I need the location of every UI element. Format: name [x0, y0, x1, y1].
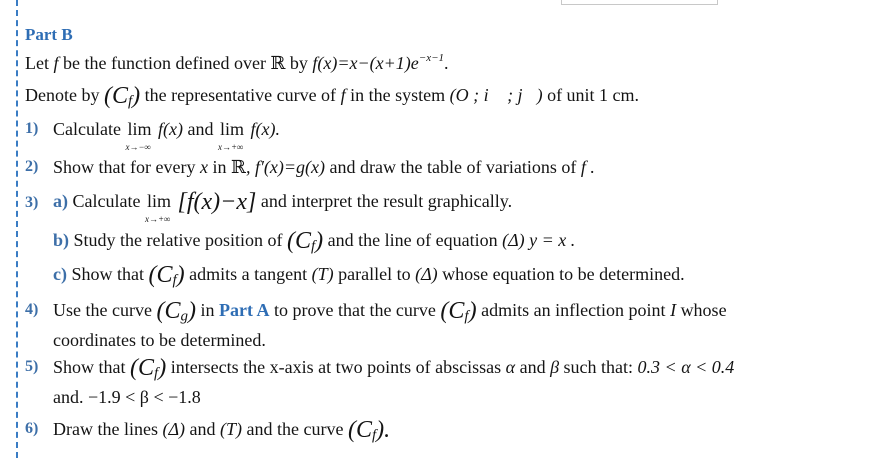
- math-curve-cg: [156, 298, 196, 325]
- limit-2: [217, 118, 244, 152]
- text: and: [189, 419, 216, 439]
- math-f: f .: [580, 157, 595, 177]
- curve-open: (C: [440, 298, 465, 324]
- math-formula: , f′(x)=g(x): [245, 157, 325, 177]
- math-x: x: [199, 157, 208, 177]
- curve-open: (C: [148, 262, 173, 288]
- top-table-fragment: [561, 0, 718, 5]
- text: Show that: [53, 357, 126, 377]
- question-1: [53, 118, 280, 152]
- curve-close: ): [315, 228, 324, 254]
- text: whose equation to be determined.: [442, 264, 685, 284]
- text: intersects the x-axis at two points of abscissas: [170, 357, 502, 377]
- question-5: [53, 356, 734, 385]
- limit-1: [125, 118, 152, 152]
- text: of unit 1 cm.: [547, 85, 640, 105]
- text: to prove that the curve: [273, 300, 436, 320]
- math-delta: (Δ): [415, 264, 438, 284]
- text: .: [444, 53, 449, 73]
- curve-open: (C: [286, 228, 311, 254]
- math-reals: ℝ: [270, 53, 286, 73]
- sub-label-b: b): [53, 230, 70, 250]
- math-curve-cf: [347, 417, 391, 444]
- math-reals: ℝ: [230, 157, 246, 177]
- math-system: (O ; i⃗ ; j⃗): [449, 85, 543, 105]
- text: by: [289, 53, 308, 73]
- text: Draw the lines: [53, 419, 158, 439]
- question-6: [53, 418, 390, 447]
- text: and the curve: [246, 419, 344, 439]
- question-3c: [53, 263, 685, 292]
- math-curve-cf: [440, 298, 477, 325]
- text: and draw the table of variations of: [329, 157, 577, 177]
- math-curve-cf: [130, 355, 167, 382]
- text: Denote by: [25, 85, 100, 105]
- text: Let: [25, 53, 49, 73]
- page-title: Part B: [25, 25, 73, 44]
- text: be the function defined over: [63, 53, 266, 73]
- question-number-2: 2): [25, 158, 39, 175]
- curve-sub: f: [464, 308, 469, 325]
- sub-label-a: a): [53, 191, 68, 211]
- text: in: [200, 300, 215, 320]
- curve-sub: f: [371, 427, 377, 444]
- math-expr: f(x): [157, 119, 183, 139]
- lim-word: lim: [146, 191, 171, 211]
- text: admits an inflection point: [481, 300, 666, 320]
- math-expr: f(x).: [250, 119, 280, 139]
- text: parallel to: [338, 264, 411, 284]
- math-curve-cf: [103, 83, 141, 110]
- text: admits a tangent: [189, 264, 308, 284]
- math-I: I: [670, 300, 677, 320]
- lim-under: x→+∞: [144, 214, 171, 224]
- curve-open: (C: [103, 83, 128, 109]
- text: and the line of equation: [327, 230, 498, 250]
- math-curve-cf: [148, 262, 185, 289]
- question-4-line-2: coordinates to be determined.: [53, 330, 266, 350]
- text: in: [212, 157, 227, 177]
- text: whose: [680, 300, 727, 320]
- math-f: f: [340, 85, 346, 105]
- text: and interpret the result graphically.: [260, 191, 513, 211]
- text: Show that for every: [53, 157, 196, 177]
- lim-under: x→−∞: [125, 142, 151, 152]
- curve-close: ): [468, 298, 477, 324]
- math-delta: (Δ): [162, 419, 186, 439]
- curve-close: ): [132, 83, 141, 109]
- text: Calculate: [72, 191, 141, 211]
- question-3a: [53, 189, 513, 224]
- curve-sub: f: [310, 238, 316, 255]
- curve-close: ).: [376, 417, 391, 443]
- curve-close: ): [176, 262, 185, 288]
- math-T: (T): [220, 419, 243, 439]
- math-inequality: 0.3 < α < 0.4: [637, 357, 735, 377]
- sub-label-c: c): [53, 264, 67, 284]
- text: and: [519, 357, 546, 377]
- math-curve-cf: [286, 228, 324, 255]
- math-expr: [f(x)−x]: [177, 189, 257, 215]
- math-alpha: α: [505, 357, 516, 377]
- text: Study the relative position of: [73, 230, 283, 250]
- text: such that:: [563, 357, 634, 377]
- question-5-line-2: and. −1.9 < β < −1.8: [53, 387, 201, 407]
- math-line-eq: (Δ) y = x .: [502, 230, 576, 250]
- question-4: [53, 299, 727, 328]
- text: Use the curve: [53, 300, 152, 320]
- limit-3: [144, 190, 171, 224]
- curve-open: (C: [130, 355, 155, 381]
- part-a-reference: Part A: [218, 300, 270, 320]
- math-f: f: [53, 53, 59, 73]
- question-3b: [53, 229, 575, 258]
- lim-under: x→+∞: [217, 142, 244, 152]
- intro-line-2: [25, 84, 639, 113]
- math-T: (T): [311, 264, 334, 284]
- question-number-5: 5): [25, 358, 39, 375]
- text: in the system: [350, 85, 446, 105]
- lim-word: lim: [127, 119, 152, 139]
- question-number-1: 1): [25, 120, 39, 137]
- question-number-6: 6): [25, 420, 39, 437]
- curve-sub: g: [180, 308, 188, 325]
- question-number-4: 4): [25, 301, 39, 318]
- intro-line-1: [25, 47, 449, 74]
- curve-open: (C: [156, 298, 181, 324]
- margin-dashed-line: [16, 0, 18, 458]
- text: the representative curve of: [144, 85, 337, 105]
- curve-close: ): [187, 298, 196, 324]
- math-beta: β: [550, 357, 560, 377]
- text: Calculate: [53, 119, 121, 139]
- text: and: [187, 119, 214, 139]
- text: Show that: [71, 264, 144, 284]
- math-exponent: −x−1: [418, 52, 445, 64]
- curve-sub: f: [172, 272, 177, 289]
- curve-sub: f: [154, 365, 159, 382]
- curve-sub: f: [127, 93, 133, 110]
- question-number-3: 3): [25, 194, 39, 211]
- math-formula: f(x)=x−(x+1)e: [312, 53, 419, 73]
- question-2: [53, 156, 595, 178]
- curve-open: (C: [347, 417, 372, 443]
- curve-close: ): [158, 355, 167, 381]
- lim-word: lim: [219, 119, 244, 139]
